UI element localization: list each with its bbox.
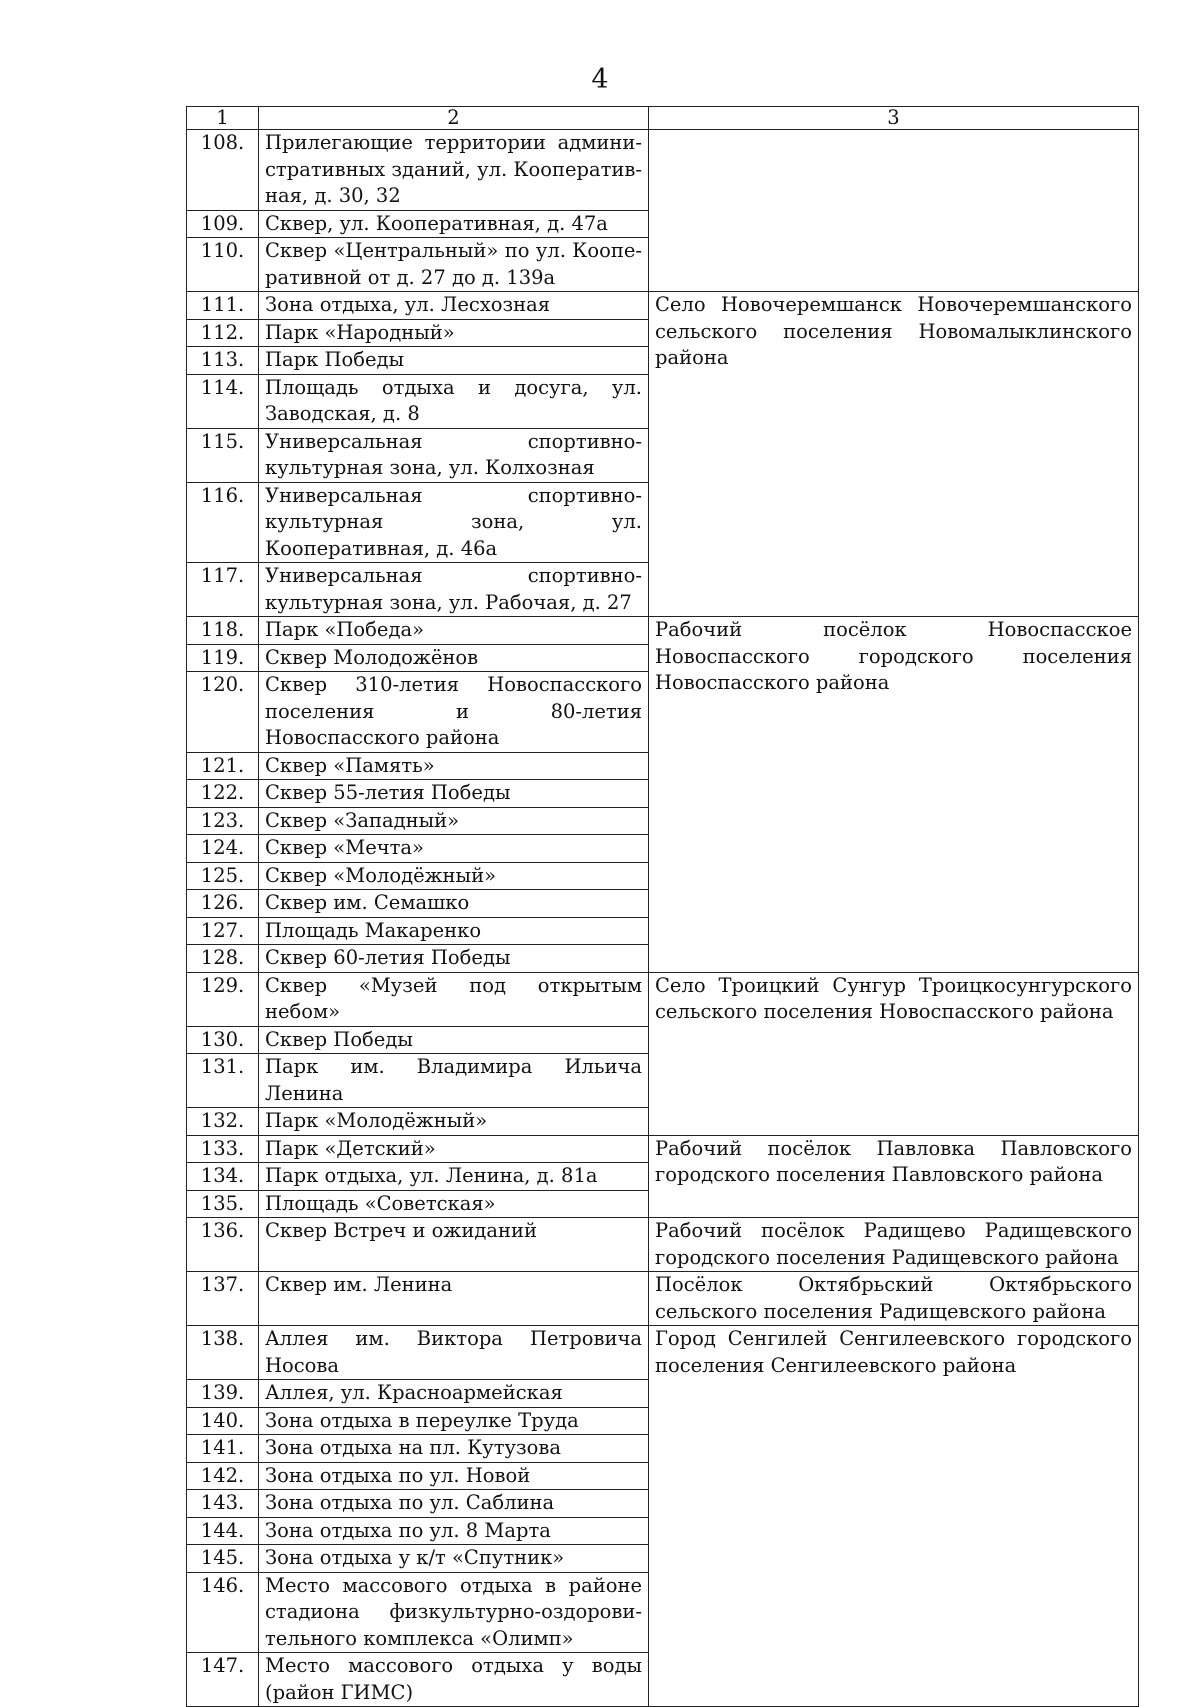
row-number: 111. [187,292,259,320]
object-name: Зона отдыха, ул. Лесхозная [259,292,649,320]
location-cell: Рабочий посёлок Радищево Радищевского городского поселения Радищевского района [649,1218,1139,1272]
row-number: 136. [187,1218,259,1272]
table-row [187,1218,1139,1272]
object-name: Сквер «Молодёжный» [259,862,649,890]
row-number: 126. [187,890,259,918]
object-name: Зона отдыха на пл. Кутузова [259,1435,649,1463]
table-row [187,972,1139,1026]
object-name: Сквер, ул. Кооперативная, д. 47а [259,210,649,238]
row-number: 122. [187,780,259,808]
row-number: 109. [187,210,259,238]
location-cell: Рабочий посёлок Павловка Павловского городского поселения Павловского района [649,1135,1139,1218]
location-cell: Село Троицкий Сунгур Троицкосунгурского сельского поселения Новоспасского района [649,972,1139,1135]
object-name: Площадь Макаренко [259,917,649,945]
object-name: Универсальная спортивно-культурная зона, ул. Кооперативная, д. 46а [259,482,649,563]
row-number: 143. [187,1490,259,1518]
object-name: Универсальная спортивно-культурная зона, ул. Рабочая, д. 27 [259,563,649,617]
object-name: Зона отдыха по ул. Новой [259,1462,649,1490]
object-name: Площадь отдыха и досуга, ул. Заводская, д. 8 [259,374,649,428]
row-number: 120. [187,672,259,753]
row-number: 147. [187,1653,259,1707]
row-number: 127. [187,917,259,945]
object-name: Аллея, ул. Красноармейская [259,1380,649,1408]
row-number: 133. [187,1135,259,1163]
object-name: Сквер «Западный» [259,807,649,835]
row-number: 115. [187,428,259,482]
location-cell: Город Сенгилей Сенгилеевского городского поселения Сенгилеевского района [649,1326,1139,1707]
row-number: 125. [187,862,259,890]
row-number: 124. [187,835,259,863]
row-number: 144. [187,1517,259,1545]
object-name: Сквер им. Ленина [259,1272,649,1326]
object-name: Сквер «Память» [259,752,649,780]
registry-table [186,106,1139,1707]
object-name: Сквер Молодожёнов [259,644,649,672]
row-number: 112. [187,319,259,347]
table-row [187,292,1139,320]
object-name: Прилегающие территории административных зданий, ул. Кооперативная, д. 30, 32 [259,130,649,211]
object-name: Сквер им. Семашко [259,890,649,918]
row-number: 117. [187,563,259,617]
row-number: 140. [187,1407,259,1435]
object-name: Зона отдыха у к/т «Спутник» [259,1545,649,1573]
location-cell: Село Новочеремшанск Новочеремшанского сельского поселения Новомалыклинского района [649,292,1139,617]
row-number: 145. [187,1545,259,1573]
row-number: 123. [187,807,259,835]
row-number: 129. [187,972,259,1026]
row-number: 116. [187,482,259,563]
table-row [187,1326,1139,1380]
object-name: Зона отдыха в переулке Труда [259,1407,649,1435]
object-name: Аллея им. Виктора Петровича Носова [259,1326,649,1380]
object-name: Сквер «Мечта» [259,835,649,863]
row-number: 132. [187,1108,259,1136]
table-row [187,130,1139,211]
location-cell: Посёлок Октябрьский Октябрьского сельского поселения Радищевского района [649,1272,1139,1326]
object-name: Место массового отдыха в районе стадиона физкультурно-оздоровительного комплекса «Олимп» [259,1572,649,1653]
table-row [187,1135,1139,1163]
row-number: 119. [187,644,259,672]
table-header [187,107,1139,130]
object-name: Сквер «Музей под открытым небом» [259,972,649,1026]
location-cell [649,130,1139,292]
row-number: 110. [187,238,259,292]
object-name: Сквер 310-летия Новоспасского поселения и 80-летия Новоспасского района [259,672,649,753]
object-name: Сквер 60-летия Победы [259,945,649,973]
row-number: 128. [187,945,259,973]
object-name: Парк «Молодёжный» [259,1108,649,1136]
row-number: 139. [187,1380,259,1408]
row-number: 141. [187,1435,259,1463]
row-number: 114. [187,374,259,428]
object-name: Сквер Встреч и ожиданий [259,1218,649,1272]
object-name: Парк «Победа» [259,617,649,645]
table-row [187,1272,1139,1326]
row-number: 134. [187,1163,259,1191]
object-name: Зона отдыха по ул. 8 Марта [259,1517,649,1545]
header-col-3: 3 [649,107,1139,130]
object-name: Зона отдыха по ул. Саблина [259,1490,649,1518]
row-number: 121. [187,752,259,780]
object-name: Парк отдыха, ул. Ленина, д. 81а [259,1163,649,1191]
object-name: Парк им. Владимира Ильича Ленина [259,1054,649,1108]
object-name: Универсальная спортивно-культурная зона, ул. Колхозная [259,428,649,482]
row-number: 135. [187,1190,259,1218]
object-name: Площадь «Советская» [259,1190,649,1218]
row-number: 108. [187,130,259,211]
row-number: 138. [187,1326,259,1380]
table-row [187,617,1139,645]
object-name: Сквер 55-летия Победы [259,780,649,808]
object-name: Сквер Победы [259,1026,649,1054]
object-name: Парк Победы [259,347,649,375]
object-name: Сквер «Центральный» по ул. Кооперативной от д. 27 до д. 139а [259,238,649,292]
row-number: 137. [187,1272,259,1326]
row-number: 142. [187,1462,259,1490]
row-number: 118. [187,617,259,645]
header-col-1: 1 [187,107,259,130]
row-number: 146. [187,1572,259,1653]
table-body [187,130,1139,1707]
row-number: 130. [187,1026,259,1054]
row-number: 131. [187,1054,259,1108]
object-name: Парк «Народный» [259,319,649,347]
object-name: Парк «Детский» [259,1135,649,1163]
header-col-2: 2 [259,107,649,130]
location-cell: Рабочий посёлок Новоспасское Новоспасского городского поселения Новоспасского района [649,617,1139,973]
object-name: Место массового отдыха у воды (район ГИМС) [259,1653,649,1707]
page-number: 4 [591,64,609,95]
row-number: 113. [187,347,259,375]
